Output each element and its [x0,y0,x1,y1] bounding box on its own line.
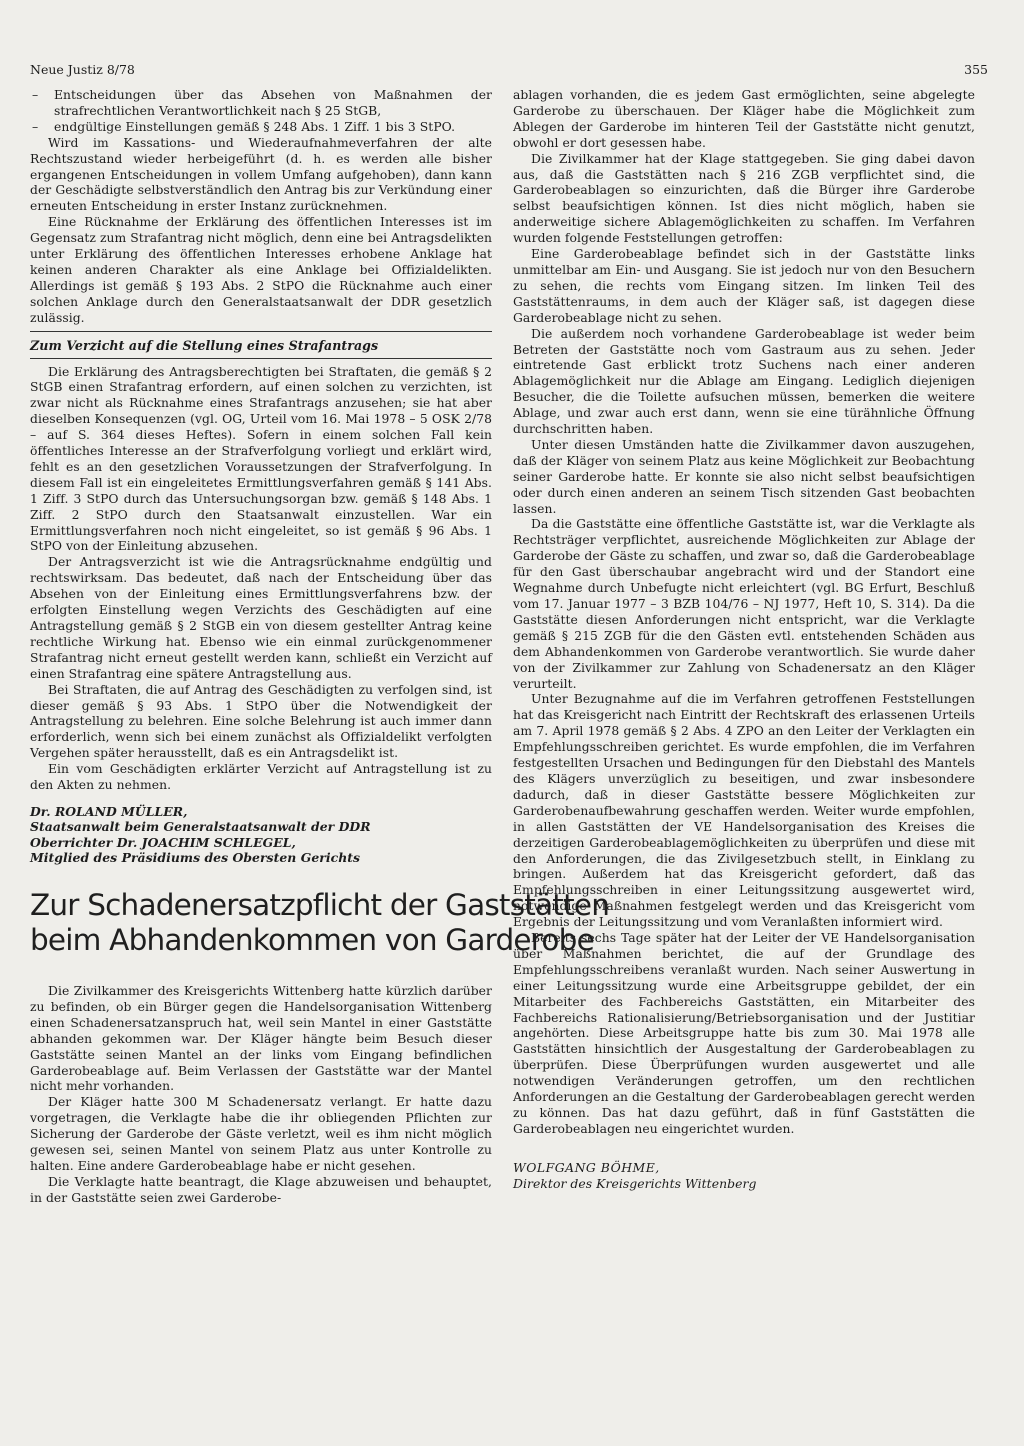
paragraph: Die Zivilkammer des Kreisgerichts Wittenberg hatte kürzlich darüber zu befinden, ob ein Bürger gegen die Handelsorganisation Wittenberg einen Schadenersatzanspruch hat, weil sein Mantel in einer Gaststätte abhanden gekommen war. Der Kläger hängte beim Besuch dieser Gaststätte seinen Mantel an der links vom Eingang befindlichen Garderobeablage auf. Beim Verlassen der Gaststätte war der Mantel nicht mehr vorhanden. [30,983,492,1094]
article-title: Zur Schadenersatzpflicht der Gaststätten beim Abhandenkommen von Garderobe [30,887,610,957]
paragraph: Da die Gaststätte eine öffentliche Gaststätte ist, war die Verklagte als Rechtsträger verpflichtet, ausreichende Möglichkeiten zur Ablage der Garderobe der Gäste zu schaffen, und zwar so, daß die Garderobeablage für den Gast überschaubar angebracht wird und der Standort eine Wegnahme durch Unbefugte nicht erleichtert (vgl. BG Erfurt, Beschluß vom 17. Januar 1977 – 3 BZB 104/76 – NJ 1977, Heft 10, S. 314). Da die Gaststätte diesen Anforderungen nicht entspricht, war die Verklagte gemäß § 215 ZGB für die den Gästen evtl. entstehenden Schäden aus dem Abhandenkommen von Garderobe verantwortlich. Sie wurde daher von der Zivilkammer zur Zahlung von Schadenersatz an den Kläger verurteilt. [513,517,975,691]
author-signature [30,804,492,866]
author-name: Oberrichter Dr. JOACHIM SCHLEGEL, [30,834,296,850]
right-column [513,88,975,1192]
paragraph: Bereits sechs Tage später hat der Leiter der VE Handelsorganisation über Maßnahmen berichtet, die auf der Grundlage des Empfehlungsschreibens veranlaßt wurden. Nach seiner Auswertung in einer Leitungssitzung wurde eine Arbeitsgruppe gebildet, der ein Mitarbeiter des Fachbereichs Gaststätten, ein Mitarbeiter des Fachbereichs Rationalisierung/Betriebsorganisation und der Justitiar angehörten. Diese Arbeitsgruppe hatte bis zum 30. Mai 1978 alle Gaststätten hinsichtlich der Ausgestaltung der Garderobeablagen zu überprüfen. Diese Überprüfungen wurden ausgewertet und alle notwendigen Veränderungen getroffen, um den rechtlichen Anforderungen an die Gestaltung der Garderobeablagen gerecht werden zu können. Das hat dazu geführt, daß in fünf Gaststätten die Garderobeablagen neu eingerichtet wurden. [513,931,975,1136]
paragraph: Eine Garderobeablage befindet sich in der Gaststätte links unmittelbar am Ein- und Ausgang. Sie ist jedoch nur von den Besuchern zu sehen, die rechts vom Eingang sitzen. Im linken Teil des Gaststättenraums, in dem auch der Kläger saß, ist dagegen diese Garderobeablage nicht zu sehen. [513,247,975,325]
section-divider [30,358,492,359]
section-divider [30,331,492,332]
paragraph: ablagen vorhanden, die es jedem Gast ermöglichten, seine abgelegte Garderobe zu überschauen. Der Kläger habe die Möglichkeit zum Ablegen der Garderobe im hinteren Teil der Gaststätte nicht genutzt, obwohl er dort gesessen habe. [513,88,975,150]
list-item: – endgültige Einstellungen gemäß § 248 Abs. 1 Ziff. 1 bis 3 StPO. [32,119,456,134]
page-number: 355 [964,62,988,77]
paragraph: Ein vom Geschädigten erklärter Verzicht auf Antragstellung ist zu den Akten zu nehmen. [30,762,492,793]
page-header [30,62,988,78]
paragraph: Der Antragsverzicht ist wie die Antragsrücknahme endgültig und rechtswirksam. Das bedeutet, daß nach der Entscheidung über das Absehen von der Einleitung eines Ermittlungsverfahrens bzw. der erfolgten Einstellung wegen Verzichts des Geschädigten auf eine Antragstellung gemäß § 2 StGB ein von diesem gestellter Antrag keine rechtliche Wirkung hat. Ebenso wie ein einmal zurückgenommener Strafantrag nicht erneut gestellt werden kann, schließt ein Verzicht auf einen Strafantrag eine spätere Antragstellung aus. [30,555,492,681]
paragraph: Unter diesen Umständen hatte die Zivilkammer davon auszugehen, daß der Kläger von seinem Platz aus keine Möglichkeit zur Beobachtung seiner Garderobe hatte. Er konnte sie also nicht selbst beaufsichtigen oder durch einen anderen an seinem Tisch sitzenden Gast beobachten lassen. [513,437,975,516]
paragraph: Die außerdem noch vorhandene Garderobeablage ist weder beim Betreten der Gaststätte noch vom Gastraum aus zu sehen. Jeder eintretende Gast erblickt trotz Suchens nach einer anderen Ablagemöglichkeit nur die Ablage am Eingang. Lediglich diejenigen Besucher, die die Toilette aufsuchen müssen, bemerken die weitere Ablage, und zwar auch erst dann, wenn sie eine türähnliche Öffnung durchschritten haben. [513,326,975,437]
paragraph: Unter Bezugnahme auf die im Verfahren getroffenen Feststellungen hat das Kreisgericht nach Eintritt der Rechtskraft des erlassenen Urteils am 7. April 1978 gemäß § 2 Abs. 4 ZPO an den Leiter der Verklagten ein Empfehlungsschreiben gerichtet. Es wurde empfohlen, die im Verfahren festgestellten Ursachen und Bedingungen für den Diebstahl des Mantels des Klägers unverzüglich zu beseitigen, und zwar insbesondere dadurch, daß in dieser Gaststätte bessere Möglichkeiten zur Garderobenaufbewahrung geschaffen werden. Weiter wurde empfohlen, in allen Gaststätten der VE Handelsorganisation des Kreises die derzeitigen Garderobeablagemöglichkeiten zu überprüfen und diese mit den Anforderungen, die das Zivilgesetzbuch stellt, in Einklang zu bringen. Außerdem hat das Kreisgericht gefordert, daß das Empfehlungsschreiben in einer Leitungssitzung ausgewertet wird, notwendige Maßnahmen festgelegt werden und das Kreisgericht vom Ergebnis der Leitungssitzung und vom Veranlaßten informiert wird. [513,692,975,930]
paragraph: Bei Straftaten, die auf Antrag des Geschädigten zu verfolgen sind, ist dieser gemäß § 93 Abs. 1 StPO über die Notwendigkeit der Antragstellung zu belehren. Eine solche Belehrung ist auch immer dann erforderlich, wenn sich bei einem zunächst als Offizialdelikt verfolgten Vergehen später herausstellt, daß es ein Antragsdelikt ist. [30,682,492,761]
paragraph: Die Zivilkammer hat der Klage stattgegeben. Sie ging dabei davon aus, daß die Gaststätten nach § 216 ZGB verpflichtet sind, die Garderobeablagen so einzurichten, daß die Bürger ihre Garderobe selbst beaufsichtigen können. Ist dies nicht möglich, haben sie anderweitige sichere Ablagemöglichkeiten zu schaffen. Im Verfahren wurden folgende Feststellungen getroffen: [513,151,975,246]
journal-issue: Neue Justiz 8/78 [30,62,135,77]
paragraph: Die Erklärung des Antragsberechtigten bei Straftaten, die gemäß § 2 StGB einen Strafantrag erfordern, auf einen solchen zu verzichten, ist zwar nicht als Rücknahme eines Strafantrags anzusehen; sie hat aber dieselben Konsequenzen (vgl. OG, Urteil vom 16. Mai 1978 – 5 OSK 2/78 – auf S. 364 dieses Heftes). Sofern in einem solchen Fall kein öffentliches Interesse an der Strafverfolgung vorliegt und erklärt wird, fehlt es an den gesetzlichen Voraussetzungen der Strafverfolgung. In diesem Fall ist ein eingeleitetes Ermittlungsverfahren gemäß § 141 Abs. 1 Ziff. 3 StPO durch das Untersuchungsorgan bzw. gemäß § 148 Abs. 1 Ziff. 2 StPO durch den Staatsanwalt einzustellen. War ein Ermittlungsverfahren noch nicht eingeleitet, so ist gemäß § 96 Abs. 1 StPO von der Einleitung abzusehen. [30,364,492,554]
paragraph: Eine Rücknahme der Erklärung des öffentlichen Interesses ist im Gegensatz zum Strafantrag nicht möglich, denn eine bei Antragsdelikten unter Erklärung des öffentlichen Interesses erhobene Anklage hat keinen anderen Charakter als eine Anklage bei Offizialdelikten. Allerdings ist gemäß § 193 Abs. 2 StPO die Rücknahme auch einer solchen Anklage durch den Generalstaatsanwalt der DDR gesetzlich zulässig. [30,215,492,325]
paragraph: Wird im Kassations- und Wiederaufnahmeverfahren der alte Rechtszustand wieder herbeigeführt (d. h. es werden alle bisher ergangenen Entscheidungen in vollem Umfang aufgehoben), dann kann der Geschädigte selbstverständlich den Antrag bis zur Verkündung einer erneuten Entscheidung in erster Instanz zurücknehmen. [30,135,492,214]
list-item: – Entscheidungen über das Absehen von Maßnahmen der strafrechtlichen Verantwortlichkeit nach § 25 StGB, [32,88,492,118]
author-role: Mitglied des Präsidiums des Obersten Gerichts [30,850,361,866]
author-role: Staatsanwalt beim Generalstaatsanwalt der DDR [30,819,371,835]
section-subheading: Zum Verzicht auf die Stellung eines Strafantrags [30,337,379,353]
paragraph: Der Kläger hatte 300 M Schadenersatz verlangt. Er hatte dazu vorgetragen, die Verklagte habe die ihr obliegenden Pflichten zur Sicherung der Garderobe der Gäste verletzt, weil es ihm nicht möglich gewesen sei, seinen Mantel von seinem Platz aus unter Kontrolle zu halten. Eine andere Garderobeablage habe er nicht gesehen. [30,1095,492,1173]
paragraph: Die Verklagte hatte beantragt, die Klage abzuweisen und behauptet, in der Gaststätte seien zwei Garderobe- [30,1174,492,1205]
author-role: Direktor des Kreisgerichts Wittenberg [513,1175,757,1191]
author-name: Dr. ROLAND MÜLLER, [30,803,188,819]
author-name: WOLFGANG BÖHME, [513,1159,660,1175]
author-signature [513,1160,975,1192]
